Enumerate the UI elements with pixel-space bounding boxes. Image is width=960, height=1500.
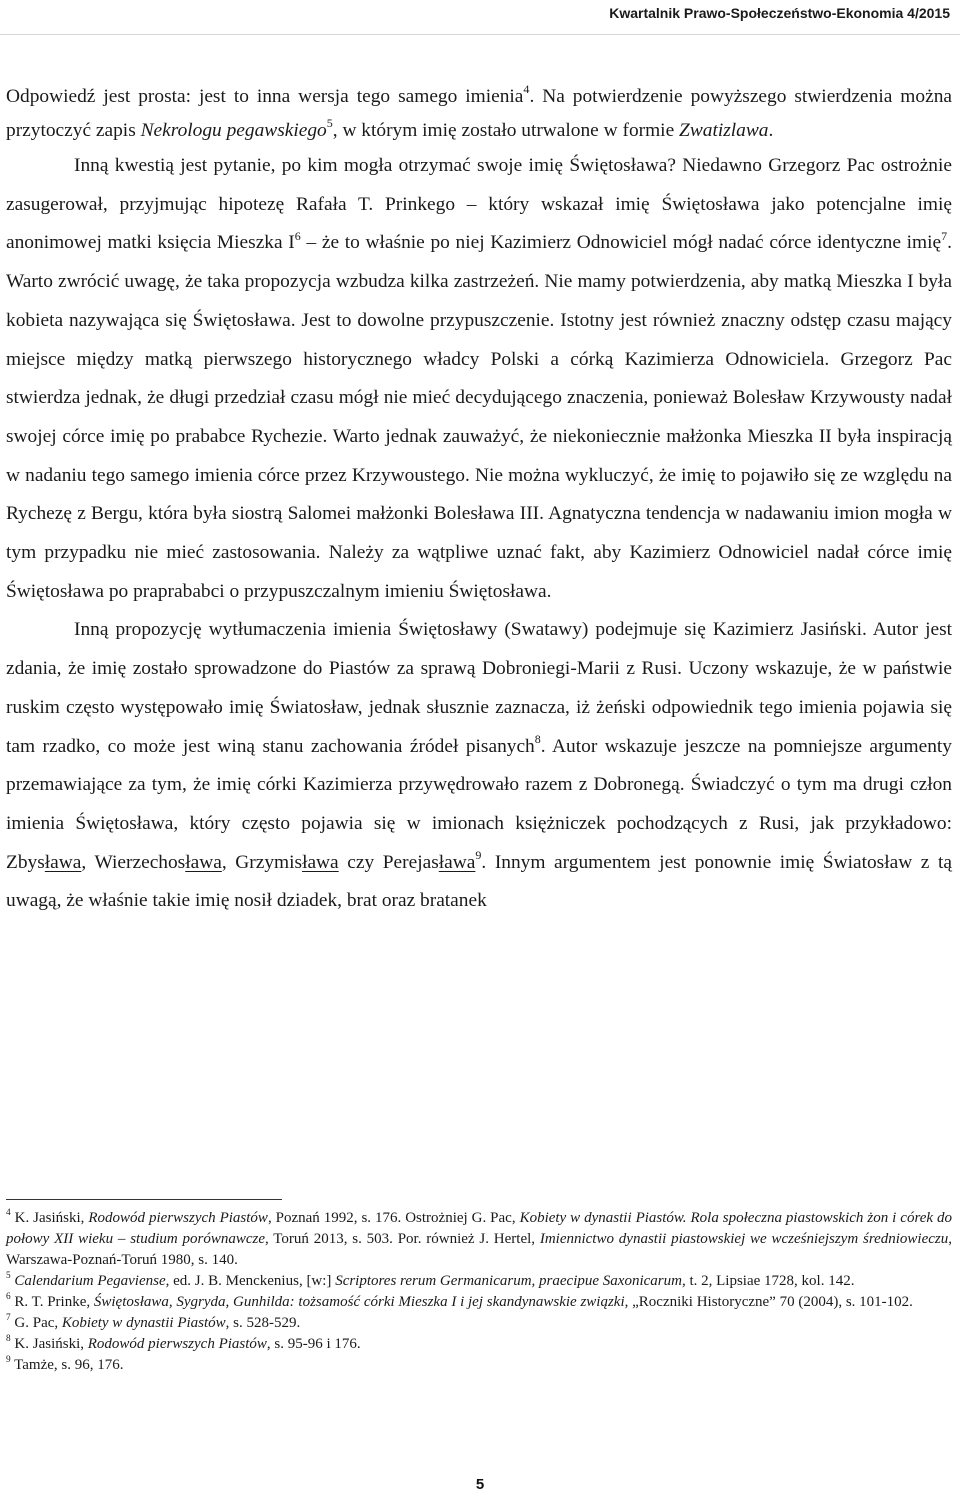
footnote-ref[interactable]: 4	[523, 82, 530, 97]
text-run: , Warszawa-Poznań-Toruń 1980, s. 140.	[6, 1231, 953, 1268]
italic-title: Rodowód pierwszych Piastów	[87, 1336, 267, 1352]
footnote-number: 4	[6, 1208, 11, 1219]
footnote-number: 8	[6, 1334, 11, 1345]
text-run: R. T. Prinke,	[10, 1294, 94, 1310]
underlined-suffix: ława	[302, 851, 339, 873]
italic-title: Kobiety w dynastii Piastów	[61, 1315, 226, 1331]
journal-header	[0, 0, 960, 35]
paragraph-2	[6, 147, 952, 611]
text-run: . Innym argumentem jest ponownie imię Światosław z tą uwagą, że właśnie takie imię nosił dziadek, brat oraz bratanek	[6, 851, 952, 912]
main-text	[6, 80, 952, 921]
text-run: , ed. J. B. Menckenius, [w:]	[165, 1273, 336, 1289]
paragraph-3	[6, 611, 952, 921]
footnote-5	[6, 1271, 952, 1292]
separator: ,	[221, 851, 236, 873]
name-stem: Wierzechos	[94, 851, 186, 873]
text-run: .	[768, 119, 774, 141]
name-stem: Perejas	[382, 851, 439, 873]
italic-title: Calendarium Pegaviense	[10, 1273, 166, 1289]
italic-title: Imiennictwo dynastii piastowskiej we wcześniejszym średniowieczu	[539, 1231, 949, 1247]
text-run: K. Jasiński,	[10, 1336, 88, 1352]
footnote-9	[6, 1355, 952, 1376]
footnote-4	[6, 1208, 952, 1271]
italic-title: Świętosława, Sygryda, Gunhilda: tożsamość córki Mieszka I i jej skandynawskie związki	[93, 1294, 625, 1310]
text-run: , w którym imię zostało utrwalone w formie	[332, 119, 680, 141]
text-run: Inną propozycję wytłumaczenia imienia Świętosławy (Swatawy) podejmuje się Kazimierz Jasiński. Autor jest zdania, że imię zostało sprowadzone do Piastów za sprawą Dobroniegi-Marii z Rusi. Uczony wskazuje, że w państwie ruskim często występowało imię Światosław, jednak słusznie zaznacza, iż żeński odpowiednik tego imienia pojawia się tam rzadko, co może jest winą stanu zachowania źródeł pisanych	[6, 619, 952, 757]
text-run: G. Pac,	[10, 1315, 62, 1331]
footnote-7	[6, 1313, 952, 1334]
text-run: . Warto zwrócić uwagę, że taka propozycja wzbudza kilka zastrzeżeń. Nie mamy potwierdzenia, aby matką Mieszka I była kobieta nazywająca się Świętosława. Jest to dowolne przypuszczenie. Istotny jest również znaczny odstęp czasu mający miejsce między matką pierwszego historycznego władcy Polski a córką Kazimierza Odnowiciela. Grzegorz Pac stwierdza jednak, że długi przedział czasu mógł nie mieć decydującego znaczenia, ponieważ Bolesław Krzywousty nadał swojej córce imię po prababce Rychezie. Warto jednak zauważyć, że niekoniecznie małżonka Mieszka II była inspiracją w nadaniu tego samego imienia córce przez Krzywoustego. Nie można wykluczyć, że imię to pojawiło się ze względu na Rychezę z Bergu, która była siostrą Salomei małżonki Bolesława III. Agnatyczna tendencja w nadawaniu imion mogła w tym przypadku nie mieć zastosowania. Należy za wątpliwe uznać fakt, aby Kazimierz Odnowiciel nadał córce imię Świętosława po praprababci o przypuszczalnym imieniu Świętosława.	[6, 232, 952, 602]
underlined-suffix: ława	[438, 851, 476, 873]
underlined-suffix: ława	[185, 851, 222, 873]
text-run: Tamże, s. 96, 176.	[10, 1357, 124, 1373]
footnote-8	[6, 1334, 952, 1355]
footnote-separator	[6, 1199, 282, 1200]
text-run: – że to właśnie po niej Kazimierz Odnowiciel mógł nadać córce identyczne imię	[300, 232, 942, 254]
separator: ,	[81, 851, 95, 873]
text-run: , t. 2, Lipsiae 1728, kol. 142.	[681, 1273, 855, 1289]
footnote-ref[interactable]: 5	[326, 115, 333, 130]
italic-name: Zwatizlawa	[679, 119, 769, 141]
footnote-number: 6	[6, 1292, 11, 1303]
footnote-number: 7	[6, 1313, 11, 1324]
journal-title: Kwartalnik Prawo-Społeczeństwo-Ekonomia 4/2015	[609, 5, 950, 21]
text-run: . Autor wskazuje jeszcze na pomniejsze argumenty przemawiające za tym, że imię córki Kazimierza przywędrowało razem z Dobronegą. Świadczyć o tym ma drugi człon imienia Świętosława, który często pojawia się w imionach księżniczek pochodzących z Rusi, jak przykładowo:	[6, 735, 952, 834]
text-run: . Na potwierdzenie powyższego stwierdzenia można przytoczyć zapis	[6, 86, 952, 141]
underlined-suffix: ława	[44, 851, 82, 873]
text-run: , „Roczniki Historyczne” 70 (2004), s. 101-102.	[624, 1294, 913, 1310]
footnote-number: 9	[6, 1355, 11, 1366]
footnotes	[6, 1208, 952, 1376]
footnote-ref[interactable]: 8	[534, 731, 541, 746]
separator: czy	[338, 851, 383, 873]
footnote-number: 5	[6, 1271, 11, 1282]
text-run: , Toruń 2013, s. 503. Por. również J. Hertel,	[265, 1231, 540, 1247]
text-run: , s. 528-529.	[225, 1315, 301, 1331]
footnote-ref[interactable]: 9	[475, 848, 482, 862]
italic-title: Kobiety w dynastii Piastów. Rola społeczna piastowskich żon i córek do połowy XII wieku – studium porównawcze	[6, 1210, 952, 1247]
italic-title: Scriptores rerum Germanicarum, praecipue Saxonicarum	[335, 1273, 682, 1289]
name-stem: Zbys	[6, 851, 45, 873]
footnote-ref[interactable]: 7	[941, 228, 948, 243]
text-run: , Poznań 1992, s. 176. Ostrożniej G. Pac,	[267, 1210, 520, 1226]
italic-title: Rodowód pierwszych Piastów	[88, 1210, 268, 1226]
text-run: Odpowiedź jest prosta: jest to inna wersja tego samego imienia	[6, 86, 524, 107]
text-run: K. Jasiński,	[10, 1210, 89, 1226]
italic-title: Nekrologu pegawskiego	[140, 119, 327, 141]
paragraph-1	[6, 80, 952, 147]
name-stem: Grzymis	[235, 851, 303, 873]
text-run: , s. 95-96 i 176.	[266, 1336, 361, 1352]
footnote-6	[6, 1292, 952, 1313]
page-number: 5	[475, 1476, 485, 1493]
text-run: Inną kwestią jest pytanie, po kim mogła otrzymać swoje imię Świętosława? Niedawno Grzegorz Pac ostrożnie zasugerował, przyjmując hipotezę Rafała T. Prinkego – który wskazał imię Świętosława jako potencjalne imię anonimowej matki księcia Mieszka I	[6, 155, 952, 254]
footnote-ref[interactable]: 6	[294, 228, 301, 243]
